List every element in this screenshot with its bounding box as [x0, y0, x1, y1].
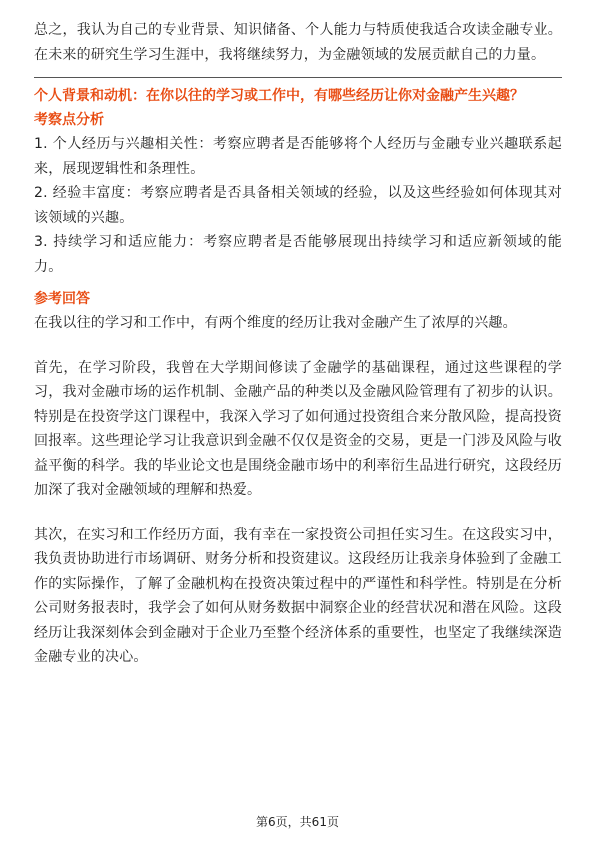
answer-paragraph: 其次，在实习和工作经历方面，我有幸在一家投资公司担任实习生。在这段实习中，我负责协助进行市场调研、财务分析和投资建议。这段经历让我亲身体验到了金融工作的实际操作，了解了金融机构在投资决策过程中的严谨性和科学性。特别是在分析公司财务报表时，我学会了如何从财务数据中洞察企业的经营状况和潜在风险。这段经历让我深刻体会到金融对于企业乃至整个经济体系的重要性，也坚定了我继续深造金融专业的决心。 [34, 526, 562, 665]
analysis-item: 2. 经验丰富度：考察应聘者是否具备相关领域的经验，以及这些经验如何体现其对该领域的兴趣。 [34, 185, 562, 226]
analysis-title: 考察点分析 [34, 112, 104, 128]
answer-paragraph: 在我以往的学习和工作中，有两个维度的经历让我对金融产生了浓厚的兴趣。 [34, 315, 517, 331]
section-divider [34, 77, 562, 78]
analysis-item: 1. 个人经历与兴趣相关性：考察应聘者是否能够将个人经历与金融专业兴趣联系起来，展现逻辑性和条理性。 [34, 136, 562, 177]
answer-paragraph: 首先，在学习阶段，我曾在大学期间修读了金融学的基础课程，通过这些课程的学习，我对金融市场的运作机制、金融产品的种类以及金融风险管理有了初步的认识。特别是在投资学这门课程中，我深入学习了如何通过投资组合来分散风险，提高投资回报率。这些理论学习让我意识到金融不仅仅是资金的交易，更是一门涉及风险与收益平衡的科学。我的毕业论文也是围绕金融市场中的利率衍生品进行研究，这段经历加深了我对金融领域的理解和热爱。 [34, 359, 562, 498]
page-content [34, 18, 562, 670]
answer-title: 参考回答 [34, 291, 90, 307]
question-heading: 个人背景和动机：在你以往的学习或工作中，有哪些经历让你对金融产生兴趣？ [34, 88, 524, 104]
analysis-item: 3. 持续学习和适应能力：考察应聘者是否能够展现出持续学习和适应新领域的能力。 [34, 234, 562, 275]
intro-paragraph: 总之，我认为自己的专业背景、知识储备、个人能力与特质使我适合攻读金融专业。在未来的研究生学习生涯中，我将继续努力，为金融领域的发展贡献自己的力量。 [34, 22, 562, 63]
page-number: 第6页，共61页 [256, 815, 339, 829]
